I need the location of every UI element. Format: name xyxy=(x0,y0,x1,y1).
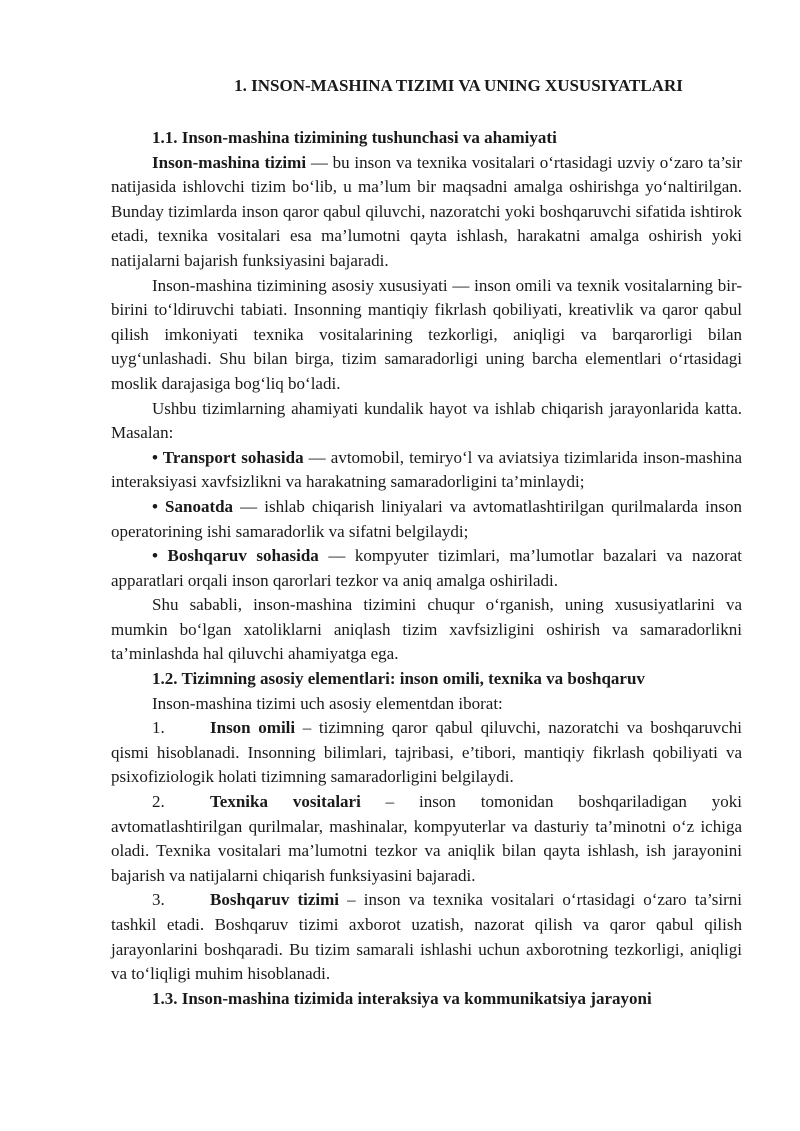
bullet-industry xyxy=(111,495,742,544)
section-heading-1-3: 1.3. Inson-mashina tizimida interaksiya va kommunikatsiya jarayoni xyxy=(152,988,652,1008)
bullet-text: — ishlab chiqarish liniyalari va avtomatlashtirilgan qurilmalarda inson operatorining ishi samaradorlik va sifatni belgilaydi; xyxy=(111,496,742,541)
paragraph-elements-intro: Inson-mashina tizimi uch asosiy elementdan iborat: xyxy=(152,693,503,713)
term-inson-mashina-tizimi: Inson-mashina tizimi xyxy=(152,152,307,172)
bullet-term: • Transport sohasida xyxy=(152,447,304,467)
section-heading-1-2: 1.2. Tizimning asosiy elementlari: inson omili, texnika va boshqaruv xyxy=(152,669,645,689)
list-term: Inson omili xyxy=(210,718,296,738)
list-number: 3. xyxy=(152,890,165,910)
list-text: – inson va texnika vositalari o‘rtasidagi o‘zaro ta’sirni tashkil etadi. Boshqaruv tizimi axborot uzatish, nazorat qilish va qaror qabul qilish jarayonlarini boshqaradi. Bu tizim samarali ishlashi uchun axborotning tezkorligi, aniqligi va to‘liqligi muhim hisoblanadi. xyxy=(111,890,742,984)
paragraph-conclusion: Shu sababli, inson-mashina tizimini chuqur o‘rganish, uning xususiyatlarini va mumkin bo‘lgan xatoliklarni aniqlash tizim xavfsizligini oshirish va samaradorlikni ta’minlashda hal qiluvchi ahamiyatga ega. xyxy=(111,595,742,664)
section-heading-1-1: 1.1. Inson-mashina tizimining tushunchasi va ahamiyati xyxy=(152,128,557,147)
bullet-transport xyxy=(111,446,742,495)
list-item-control-system xyxy=(111,888,742,986)
list-item-human-factor xyxy=(111,716,742,790)
document-title: 1. INSON-MASHINA TIZIMI VA UNING XUSUSIYATLARI xyxy=(234,76,683,95)
paragraph-definition xyxy=(111,151,742,274)
list-term: Texnika vositalari xyxy=(210,792,361,812)
list-term: Boshqaruv tizimi xyxy=(210,890,340,910)
list-item-technical-means xyxy=(111,790,742,888)
paragraph-main-feature: Inson-mashina tizimining asosiy xususiyati — inson omili va texnik vositalarning bir-birini to‘ldiruvchi tabiati. Insonning mantiqiy fikrlash qobiliyati, kreativlik va qaror qabul qilish imkoniyati texnika vositalarining tezkorligi, aniqligi va barqarorligi bilan uyg‘unlashadi. Shu bilan birga, tizim samaradorligi uning barcha elementlari o‘rtasidagi moslik darajasiga bog‘liq bo‘ladi. xyxy=(111,275,742,393)
bullet-term: • Boshqaruv sohasida xyxy=(152,546,319,566)
bullet-text: — kompyuter tizimlari, ma’lumotlar bazalari va nazorat apparatlari orqali inson qarorlari tezkor va aniq amalga oshiriladi. xyxy=(111,546,742,590)
bullet-management xyxy=(111,544,742,593)
list-number: 1. xyxy=(152,718,165,738)
bullet-text: — avtomobil, temiryo‘l va aviatsiya tizimlarida inson-mashina interaksiyasi xavfsizlikni va harakatning samaradorligini ta’minlaydi; xyxy=(111,447,742,492)
paragraph-importance: Ushbu tizimlarning ahamiyati kundalik hayot va ishlab chiqarish jarayonlarida katta. Masalan: xyxy=(111,398,742,443)
list-text: – tizimning qaror qabul qiluvchi, nazoratchi va boshqaruvchi qismi hisoblanadi. Insonning bilimlari, tajribasi, e’tibori, mantiqiy fikrlash qobiliyati va psixofiziologik holati tizimning samaradorligini belgilaydi. xyxy=(111,718,742,787)
list-text: – inson tomonidan boshqariladigan yoki avtomatlashtirilgan qurilmalar, mashinalar, kompyuterlar va dasturiy ta’minotni o‘z ichiga oladi. Texnika vositalari ma’lumotni tezkor va aniqlik bilan qayta ishlash, ish jarayonini bajarish va natijalarni chiqarish funksiyasini bajaradi. xyxy=(111,792,742,885)
definition-text: — bu inson va texnika vositalari o‘rtasidagi uzviy o‘zaro ta’sir natijasida ishlovchi tizim bo‘lib, u ma’lum bir maqsadni amalga oshirishga yo‘naltirilgan. Bunday tizimlarda inson qaror qabul qiluvchi, nazoratchi yoki boshqaruvchi sifatida ishtirok etadi, texnika vositalari esa ma’lumotni qayta ishlash, harakatni amalga oshirish yoki natijalarni bajarish funksiyasini bajaradi. xyxy=(111,152,742,270)
list-number: 2. xyxy=(152,792,165,812)
bullet-term: • Sanoatda xyxy=(152,496,234,516)
